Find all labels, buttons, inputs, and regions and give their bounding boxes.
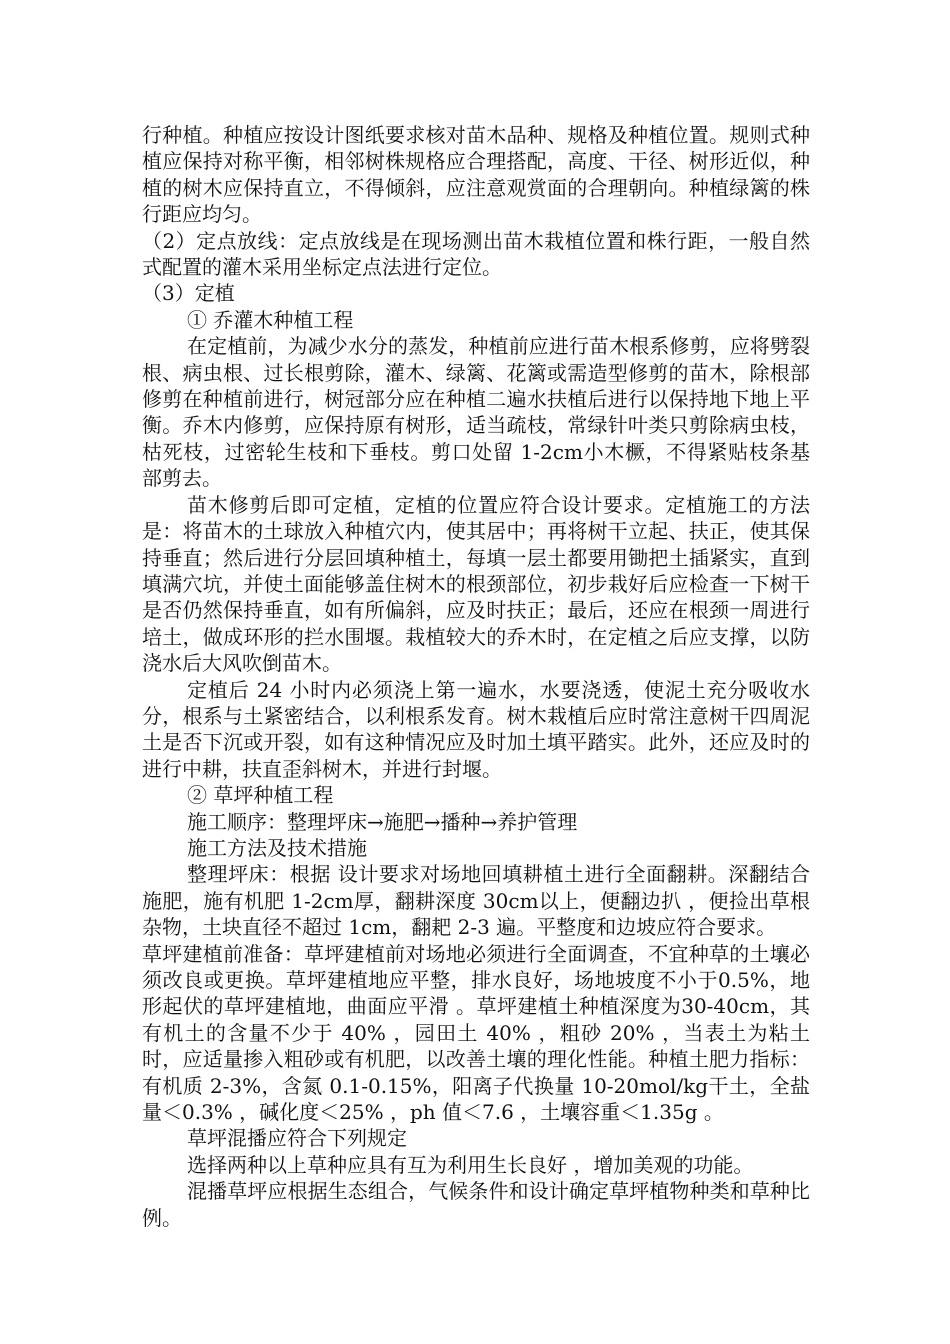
- paragraph-species-selection: 选择两种以上草种应具有互为利用生长良好 ，增加美观的功能。: [187, 1152, 754, 1177]
- paragraph-construction-sequence: 施工顺序：整理坪床→施肥→播种→养护管理: [187, 809, 578, 834]
- document-page: [142, 122, 810, 1231]
- heading-planting: （3）定植: [142, 281, 235, 306]
- heading-lawn-planting: ② 草坪种植工程: [187, 783, 334, 808]
- paragraph-planting-requirements: 行种植。种植应按设计图纸要求核对苗木品种、规格及种植位置。规则式种植应保持对称平衡，相邻树株规格应合理搭配，高度、干径、树形近似，种植的树木应保持直立，不得倾斜，应注意观赏面的合理朝向。种植绿篱的株行距应均匀。: [142, 123, 810, 227]
- heading-mixed-sowing-rules: 草坪混播应符合下列规定: [187, 1126, 407, 1151]
- paragraph-mixed-lawn-ratio: 混播草坪应根据生态组合，气候条件和设计确定草坪植物种类和草种比例。: [142, 1179, 810, 1230]
- heading-methods-measures: 施工方法及技术措施: [187, 835, 367, 860]
- heading-tree-shrub-planting: ① 乔灌木种植工程: [187, 307, 354, 332]
- paragraph-planting-method: 苗木修剪后即可定植，定植的位置应符合设计要求。定植施工的方法是：将苗木的土球放入种植穴内，使其居中；再将树干立起、扶正，使其保持垂直；然后进行分层回填种植土，每填一层土都要用锄把土插紧实，直到填满穴坑，并使土面能够盖住树木的根颈部位，初步栽好后应检查一下树干是否仍然保持垂直，如有所偏斜，应及时扶正；最后，还应在根颈一周进行培土，做成环形的拦水围堰。栽植较大的乔木时，在定植之后应支撑，以防浇水后大风吹倒苗木。: [142, 492, 810, 676]
- paragraph-watering: 定植后 24 小时内必须浇上第一遍水，水要浇透，使泥土充分吸收水分，根系与土紧密结合，以利根系发育。树木栽植后应时常注意树干四周泥土是否下沉或开裂，如有这种情况应及时加土填平踏实。此外，还应及时的进行中耕，扶直歪斜树木，并进行封堰。: [142, 677, 810, 781]
- paragraph-lawn-preparation: 草坪建植前准备：草坪建植前对场地必须进行全面调查，不宜种草的土壤必须改良或更换。草坪建植地应平整，排水良好，场地坡度不小于0.5%，地形起伏的草坪建植地，曲面应平滑 。草坪建植土种植深度为30-40cm，其有机土的含量不少于 40% ，园田土 40% ，粗砂 20% ，当表土为粘土时，应适量掺入粗砂或有机肥，以改善土壤的理化性能。种植土肥力指标：有机质 2-3%，含氮 0.1-0.15%，阳离子代换量 10-20mol/kg干土，全盐量＜0.3% ，碱化度＜25% ，ph 值＜7.6 ，土壤容重＜1.35g 。: [142, 941, 810, 1125]
- paragraph-seedbed-preparation: 整理坪床：根据 设计要求对场地回填耕植土进行全面翻耕。深翻结合施肥，施有机肥 1-2cm厚，翻耕深度 30cm以上，便翻边扒 ，便捡出草根杂物，土块直径不超过 1cm，翻耙 2-3 遍。平整度和边坡应符合要求。: [142, 862, 810, 940]
- paragraph-staking-out: （2）定点放线：定点放线是在现场测出苗木栽植位置和株行距，一般自然式配置的灌木采用坐标定点法进行定位。: [142, 228, 810, 280]
- paragraph-root-pruning: 在定植前，为减少水分的蒸发，种植前应进行苗木根系修剪，应将劈裂根、病虫根、过长根剪除，灌木、绿篱、花篱或需造型修剪的苗木，除根部修剪在种植前进行，树冠部分应在种植二遍水扶植后进行以保持地下地上平衡。乔木内修剪，应保持原有树形，适当疏枝，常绿针叶类只剪除病虫枝，枯死枝，过密轮生枝和下垂枝。剪口处留 1-2cm小木橛，不得紧贴枝条基部剪去。: [142, 334, 810, 491]
